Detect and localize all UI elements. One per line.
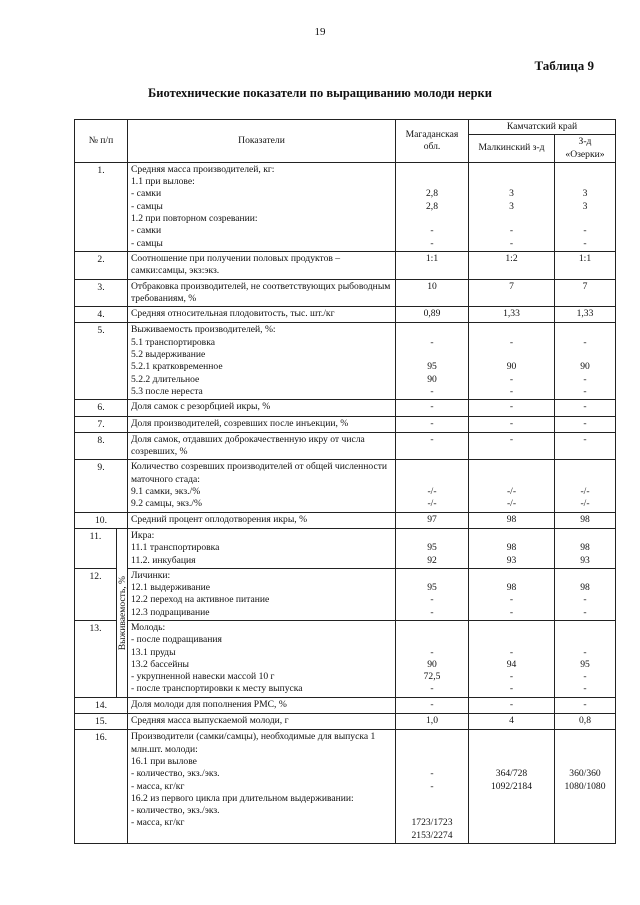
malkinsky-value	[469, 460, 555, 512]
magadan-value-line: -	[430, 401, 434, 413]
malkinsky-value-line	[472, 634, 551, 646]
indicator-cell	[128, 697, 396, 713]
malkinsky-value-line: -	[509, 336, 514, 348]
malkinsky-value	[469, 714, 555, 730]
indicator-cell-line: Количество созревших производителей от общей численности маточного стада:	[131, 461, 388, 485]
magadan-value-line	[399, 805, 465, 817]
table-row	[75, 730, 616, 844]
header-num: № п/п	[75, 120, 128, 163]
magadan-value-line: 90	[427, 373, 437, 385]
magadan-value-line: 90	[427, 658, 437, 670]
malkinsky-value-line: 1:2	[505, 252, 518, 264]
row-number: 4.	[75, 307, 128, 323]
malkinsky-value	[469, 528, 555, 568]
ozerki-value-line	[558, 756, 612, 768]
magadan-value-line	[399, 530, 465, 542]
ozerki-value	[555, 323, 616, 400]
ozerki-value-line: 93	[580, 554, 590, 566]
ozerki-value-line: 95	[580, 658, 590, 670]
ozerki-value-line: -/-	[580, 498, 590, 510]
ozerki-value-line	[558, 805, 612, 817]
malkinsky-value-line	[472, 622, 551, 634]
malkinsky-value-line: -	[509, 417, 514, 429]
ozerki-value	[555, 528, 616, 568]
header-ozerki: З-д «Озерки»	[555, 135, 616, 163]
table-row	[75, 528, 616, 568]
magadan-value-line: -	[430, 225, 434, 237]
malkinsky-value	[469, 251, 555, 279]
indicator-cell	[128, 730, 396, 844]
indicator-cell-line: 12.1 выдерживание	[131, 582, 211, 594]
ozerki-value	[555, 568, 616, 620]
biotech-table	[74, 119, 616, 844]
magadan-value-line	[399, 634, 465, 646]
ozerki-value-line: -	[583, 683, 587, 695]
malkinsky-value-line: 3	[509, 188, 514, 200]
magadan-value-line: 95	[427, 582, 437, 594]
row-number: 2.	[75, 251, 128, 279]
ozerki-value-line	[558, 164, 612, 176]
indicator-cell	[128, 620, 396, 697]
magadan-value	[396, 568, 469, 620]
ozerki-value-line: 1:1	[578, 252, 592, 264]
malkinsky-value-line: -	[509, 683, 514, 695]
indicator-cell-line: - количество, экз./экз.	[131, 768, 220, 780]
ozerki-value-line: -	[583, 237, 587, 249]
magadan-value	[396, 323, 469, 400]
malkinsky-value-line: 98	[506, 542, 517, 554]
magadan-value-line: -/-	[427, 498, 437, 510]
indicator-cell-line: Отбраковка производителей, не соответствующих рыбоводным требованиям, %	[131, 280, 391, 304]
magadan-value-line: 92	[427, 554, 437, 566]
ozerki-value-line: -	[583, 401, 587, 413]
magadan-value-line	[399, 213, 465, 225]
magadan-value-line	[399, 324, 465, 336]
indicator-cell-line: 1.1 при вылове:	[131, 176, 195, 188]
magadan-value-line	[399, 461, 465, 473]
magadan-value-line	[399, 474, 465, 486]
indicator-cell	[128, 251, 396, 279]
table-row	[75, 307, 616, 323]
ozerki-value-line: -	[583, 373, 587, 385]
magadan-value-line: 97	[427, 513, 437, 525]
row-number: 9.	[75, 460, 128, 512]
ozerki-value-line	[558, 744, 612, 756]
table-row	[75, 620, 616, 697]
header-malkinsky: Малкинский з-д	[469, 135, 555, 163]
malkinsky-value-line: 364/728	[495, 768, 528, 780]
malkinsky-value-line	[472, 461, 551, 473]
row-number: 7.	[75, 416, 128, 432]
ozerki-value-line: 1,33	[576, 308, 594, 320]
malkinsky-value	[469, 697, 555, 713]
indicator-cell-line: - самцы	[131, 237, 163, 249]
indicator-cell-line: 12.2 переход на активное питание	[131, 594, 270, 606]
indicator-cell-line: - после транспортировки к месту выпуска	[131, 683, 303, 695]
malkinsky-value-line: -	[509, 237, 514, 249]
malkinsky-value-line: -	[509, 594, 514, 606]
ozerki-value	[555, 714, 616, 730]
malkinsky-value	[469, 512, 555, 528]
ozerki-value-line	[558, 324, 612, 336]
malkinsky-value	[469, 307, 555, 323]
indicator-cell-line: - после подращивания	[131, 634, 222, 646]
magadan-value-line	[399, 793, 465, 805]
malkinsky-value-line	[472, 744, 551, 756]
indicator-cell-line: 13.2 бассейны	[131, 658, 189, 670]
malkinsky-value-line: 7	[509, 280, 514, 292]
malkinsky-value	[469, 400, 555, 416]
indicator-cell-line: 5.2.1 кратковременное	[131, 361, 223, 373]
malkinsky-value-line	[472, 817, 551, 829]
indicator-cell-line: Средний процент оплодотворения икры, %	[131, 513, 308, 525]
indicator-cell-line: - количество, экз./экз.	[131, 805, 220, 817]
indicator-cell-line: Выживаемость производителей, %:	[131, 324, 276, 336]
ozerki-value-line: -	[583, 594, 587, 606]
row-number: 12.	[75, 568, 117, 620]
ozerki-value	[555, 620, 616, 697]
magadan-value-line: -	[430, 780, 434, 792]
malkinsky-value-line	[472, 176, 551, 188]
row-number: 13.	[75, 620, 117, 697]
magadan-value	[396, 730, 469, 844]
magadan-value-line: 2153/2274	[411, 829, 453, 841]
malkinsky-value-line: -	[509, 698, 514, 710]
survival-side-label	[117, 528, 128, 697]
malkinsky-value-line: -/-	[506, 498, 517, 510]
malkinsky-value	[469, 416, 555, 432]
malkinsky-value-line	[472, 349, 551, 361]
magadan-value-line: -	[430, 433, 434, 445]
indicator-cell	[128, 528, 396, 568]
magadan-value-line	[399, 731, 465, 743]
magadan-value-line	[399, 176, 465, 188]
magadan-value-line	[399, 756, 465, 768]
ozerki-value	[555, 251, 616, 279]
ozerki-value-line	[558, 349, 612, 361]
magadan-value-line: 2,8	[426, 200, 438, 212]
malkinsky-value-line	[472, 756, 551, 768]
indicator-cell	[128, 714, 396, 730]
table-row	[75, 162, 616, 251]
indicator-cell	[128, 416, 396, 432]
magadan-value-line	[399, 164, 465, 176]
indicator-cell-line: 9.2 самцы, экз./%	[131, 498, 202, 510]
ozerki-value-line: 98	[580, 582, 590, 594]
indicator-cell-line: 5.1 транспортировка	[131, 336, 215, 348]
indicator-cell-line: 11.1 транспортировка	[131, 542, 220, 554]
magadan-value	[396, 162, 469, 251]
malkinsky-value	[469, 568, 555, 620]
ozerki-value-line: -	[583, 385, 587, 397]
ozerki-value	[555, 460, 616, 512]
ozerki-value-line: -	[583, 646, 587, 658]
ozerki-value-line: -	[583, 336, 587, 348]
table-row	[75, 251, 616, 279]
indicator-cell	[128, 323, 396, 400]
table-row	[75, 416, 616, 432]
ozerki-value-line: -	[583, 433, 587, 445]
malkinsky-value	[469, 279, 555, 307]
malkinsky-value-line: 1092/2184	[490, 780, 533, 792]
table-row	[75, 323, 616, 400]
ozerki-value-line: -	[583, 698, 587, 710]
indicator-cell	[128, 460, 396, 512]
ozerki-value	[555, 730, 616, 844]
malkinsky-value-line: -	[509, 646, 514, 658]
magadan-value	[396, 620, 469, 697]
magadan-value	[396, 460, 469, 512]
indicator-cell-line: Личинки:	[131, 569, 171, 581]
malkinsky-value-line	[472, 793, 551, 805]
table-row	[75, 697, 616, 713]
ozerki-value-line	[558, 817, 612, 829]
magadan-value-line: 1:1	[425, 252, 439, 264]
indicator-cell-line: 1.2 при повторном созревании:	[131, 213, 258, 225]
indicator-cell-line: Средняя масса выпускаемой молоди, г	[131, 715, 289, 727]
magadan-value-line: -	[430, 606, 434, 618]
malkinsky-value-line	[472, 324, 551, 336]
indicator-cell	[128, 307, 396, 323]
malkinsky-value-line: 90	[506, 361, 517, 373]
table-row	[75, 460, 616, 512]
malkinsky-value-line: -/-	[506, 486, 517, 498]
malkinsky-value-line: 98	[506, 513, 517, 525]
row-number: 10.	[75, 512, 128, 528]
magadan-value	[396, 400, 469, 416]
ozerki-value-line	[558, 474, 612, 486]
indicator-cell-line: Икра:	[131, 529, 155, 541]
malkinsky-value-line: 93	[506, 554, 517, 566]
ozerki-value	[555, 162, 616, 251]
table-label: Таблица 9	[534, 58, 594, 73]
indicator-cell-line: 9.1 самки, экз./%	[131, 486, 201, 498]
malkinsky-value-line	[472, 731, 551, 743]
ozerki-value-line	[558, 830, 612, 842]
indicator-cell-line: 16.2 из первого цикла при длительном выдерживании:	[131, 792, 354, 804]
table-body	[75, 162, 616, 843]
ozerki-value-line: 3	[582, 188, 588, 200]
indicator-cell-line: Средняя относительная плодовитость, тыс. шт./кг	[131, 308, 335, 320]
magadan-value	[396, 416, 469, 432]
row-number: 14.	[75, 697, 128, 713]
ozerki-value-line	[558, 570, 612, 582]
ozerki-value-line: 1080/1080	[564, 780, 606, 792]
magadan-value-line: -	[430, 768, 434, 780]
ozerki-value-line	[558, 461, 612, 473]
ozerki-value-line: -	[583, 606, 587, 618]
indicator-cell-line: - самки	[131, 188, 162, 200]
indicator-cell-line: 13.1 пруды	[131, 646, 176, 658]
indicator-cell-line: Доля самок с резорбцией икры, %	[131, 401, 271, 413]
ozerki-value-line	[558, 622, 612, 634]
table-row	[75, 400, 616, 416]
row-number: 5.	[75, 323, 128, 400]
ozerki-value	[555, 512, 616, 528]
ozerki-value	[555, 432, 616, 460]
malkinsky-value-line: -	[509, 671, 514, 683]
header-kamchatka: Камчатский край	[469, 120, 616, 135]
ozerki-value-line: 90	[580, 361, 590, 373]
survival-side-text: Выживаемость, %	[117, 575, 128, 650]
indicator-cell-line: 12.3 подращивание	[131, 606, 210, 618]
header-magadan: Магаданская обл.	[396, 120, 469, 163]
indicator-cell	[128, 512, 396, 528]
malkinsky-value-line	[472, 805, 551, 817]
ozerki-value-line: -/-	[580, 486, 590, 498]
header-indicator: Показатели	[128, 120, 396, 163]
magadan-value-line	[399, 744, 465, 756]
row-number: 15.	[75, 714, 128, 730]
table-row	[75, 512, 616, 528]
magadan-value	[396, 512, 469, 528]
malkinsky-value-line: -	[509, 433, 514, 445]
indicator-cell-line: Доля молоди для пополнения РМС, %	[131, 698, 287, 710]
ozerki-value-line	[558, 731, 612, 743]
document-title: Биотехнические показатели по выращиванию молоди нерки	[148, 86, 492, 100]
ozerki-value-line: -	[583, 671, 587, 683]
indicator-cell-line: 5.2.2 длительное	[131, 373, 200, 385]
magadan-value-line: 1723/1723	[411, 817, 453, 829]
magadan-value-line: -	[430, 594, 434, 606]
magadan-value	[396, 714, 469, 730]
malkinsky-value	[469, 323, 555, 400]
indicator-cell-line: Средняя масса производителей, кг:	[131, 163, 275, 175]
magadan-value-line	[399, 349, 465, 361]
indicator-cell-line: Молодь:	[131, 621, 166, 633]
magadan-value-line: -	[430, 417, 434, 429]
malkinsky-value-line	[472, 530, 551, 542]
indicator-cell-line: 16.1 при вылове	[131, 755, 197, 767]
ozerki-value-line: 0,8	[579, 715, 591, 727]
ozerki-value-line: 98	[580, 542, 590, 554]
malkinsky-value-line: -	[509, 401, 514, 413]
row-number: 6.	[75, 400, 128, 416]
magadan-value-line: 0,89	[423, 308, 441, 320]
ozerki-value-line: 98	[580, 513, 590, 525]
malkinsky-value-line: -	[509, 373, 514, 385]
table-row	[75, 432, 616, 460]
magadan-value-line: -	[430, 698, 434, 710]
indicator-cell-line: - укрупненной навески массой 10 г	[131, 671, 275, 683]
row-number: 8.	[75, 432, 128, 460]
indicator-cell-line: Производители (самки/самцы), необходимые для выпуска 1 млн.шт. молоди:	[131, 731, 376, 755]
ozerki-value	[555, 400, 616, 416]
row-number: 1.	[75, 162, 128, 251]
ozerki-value	[555, 416, 616, 432]
ozerki-value-line: 3	[582, 200, 588, 212]
row-number: 3.	[75, 279, 128, 307]
magadan-value-line: -	[430, 683, 434, 695]
ozerki-value-line	[558, 793, 612, 805]
malkinsky-value	[469, 162, 555, 251]
ozerki-value-line	[558, 634, 612, 646]
magadan-value-line	[399, 570, 465, 582]
magadan-value	[396, 528, 469, 568]
magadan-value-line: -	[430, 385, 434, 397]
malkinsky-value-line: 98	[506, 582, 517, 594]
malkinsky-value-line: 3	[509, 200, 514, 212]
ozerki-value	[555, 279, 616, 307]
malkinsky-value-line	[472, 830, 551, 842]
malkinsky-value-line: -	[509, 606, 514, 618]
magadan-value-line: -	[430, 646, 434, 658]
table-row	[75, 279, 616, 307]
indicator-cell-line: - самцы	[131, 200, 163, 212]
indicator-cell-line: - масса, кг/кг	[131, 780, 185, 792]
ozerki-value-line: -	[583, 225, 587, 237]
malkinsky-value	[469, 730, 555, 844]
ozerki-value-line: 360/360	[569, 768, 601, 780]
magadan-value	[396, 697, 469, 713]
ozerki-value	[555, 307, 616, 323]
magadan-value-line	[399, 622, 465, 634]
ozerki-value-line	[558, 213, 612, 225]
magadan-value	[396, 279, 469, 307]
magadan-value-line: 2,8	[426, 188, 438, 200]
data-table-container	[74, 119, 615, 844]
magadan-value	[396, 432, 469, 460]
magadan-value-line: 95	[427, 361, 437, 373]
magadan-value-line: 95	[427, 542, 437, 554]
row-number: 16.	[75, 730, 128, 844]
malkinsky-value-line	[472, 474, 551, 486]
indicator-cell-line: Доля самок, отдавших доброкачественную икру от числа созревших, %	[131, 433, 365, 458]
indicator-cell	[128, 279, 396, 307]
ozerki-value-line	[558, 530, 612, 542]
ozerki-value-line	[558, 176, 612, 188]
magadan-value-line: -	[430, 237, 434, 249]
magadan-value-line: -/-	[427, 486, 437, 498]
magadan-value	[396, 307, 469, 323]
table-row	[75, 714, 616, 730]
indicator-cell-line: 5.2 выдерживание	[131, 349, 206, 361]
magadan-value-line: -	[430, 336, 434, 348]
magadan-value-line: 10	[427, 280, 437, 292]
magadan-value	[396, 251, 469, 279]
malkinsky-value-line: -	[509, 225, 514, 237]
indicator-cell-line: 11.2. инкубация	[131, 554, 196, 566]
indicator-cell-line: Соотношение при получении половых продуктов – самки:самцы, экз:экз.	[131, 252, 341, 277]
row-number: 11.	[75, 528, 117, 568]
malkinsky-value-line	[472, 164, 551, 176]
malkinsky-value-line: 1,33	[503, 308, 520, 320]
indicator-cell	[128, 432, 396, 460]
malkinsky-value	[469, 432, 555, 460]
table-row	[75, 568, 616, 620]
malkinsky-value-line: 4	[509, 715, 514, 727]
indicator-cell-line: - масса, кг/кг	[131, 817, 185, 829]
malkinsky-value-line: 94	[506, 658, 517, 670]
indicator-cell-line: Доля производителей, созревших после инъекции, %	[131, 417, 349, 429]
ozerki-value	[555, 697, 616, 713]
malkinsky-value-line	[472, 213, 551, 225]
malkinsky-value-line: -	[509, 385, 514, 397]
indicator-cell	[128, 400, 396, 416]
magadan-value-line: 1,0	[426, 715, 438, 727]
page-number: 19	[314, 26, 326, 38]
malkinsky-value-line	[472, 570, 551, 582]
indicator-cell-line: - самки	[131, 225, 162, 237]
ozerki-value-line: 7	[582, 280, 588, 292]
ozerki-value-line: -	[583, 417, 587, 429]
indicator-cell	[128, 162, 396, 251]
indicator-cell	[128, 568, 396, 620]
indicator-cell-line: 5.3 после нереста	[131, 385, 203, 397]
malkinsky-value	[469, 620, 555, 697]
magadan-value-line: 72,5	[423, 671, 441, 683]
